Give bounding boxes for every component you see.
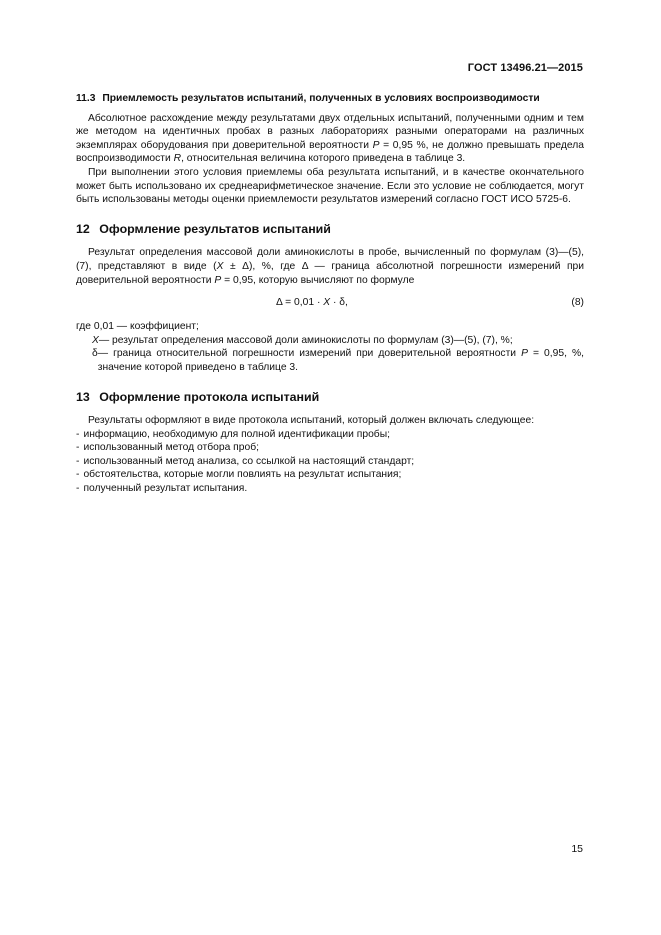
paragraph-results: Результат определения массовой доли аминокислоты в пробе, вычисленный по формулам (3)—(5), (7), представляют в виде (X ± Δ), %, где Δ — граница абсолютной погрешности измерений при доверительной вероятности P = 0,95, которую вычисляют по формуле bbox=[76, 247, 584, 286]
paragraph-protocol-intro: Результаты оформляют в виде протокола испытаний, который должен включать следующее: bbox=[88, 415, 535, 427]
formula-expression: Δ = 0,01 · X · δ, bbox=[276, 297, 348, 309]
list-item: - информацию, необходимую для полной идентификации пробы; bbox=[76, 428, 390, 440]
formula-where-line: где 0,01 — коэффициент; bbox=[76, 321, 199, 333]
list-item: - обстоятельства, которые могли повлиять на результат испытания; bbox=[76, 469, 402, 481]
symbol-R: R bbox=[173, 153, 182, 165]
section-title: Оформление протокола испытаний bbox=[99, 389, 320, 404]
paragraph-reproducibility-1: Абсолютное расхождение между результатами двух отдельных испытаний, полученными одним и тем же методом на идентичных пробах в разных лабораториях разными операторами на различных экземплярах оборудования при доверительной вероятности P = 0,95 %, не должно превышать предела воспроизводимости R, относительная величина которого приведена в таблице 3. bbox=[76, 112, 584, 165]
paragraph-reproducibility-2: При выполнении этого условия приемлемы оба результата испытаний, и в качестве окончательного может быть использовано их среднеарифметическое значение. Если это условие не соблюдается, могут быть использованы методы оценки приемлемости результатов измерений согласно ГОСТ ИСО 5725-6. bbox=[76, 166, 584, 206]
definition-X: X — результат определения массовой доли аминокислоты по формулам (3)—(5), (7), %; bbox=[92, 334, 513, 346]
formula-8 bbox=[76, 296, 584, 310]
symbol-P: P bbox=[372, 139, 380, 151]
document-body bbox=[76, 92, 584, 496]
subsection-title: Приемлемость результатов испытаний, полученных в условиях воспроизводимости bbox=[102, 93, 540, 104]
subsection-11-3-heading bbox=[76, 92, 584, 106]
list-item: - использованный метод отбора проб; bbox=[76, 442, 259, 454]
section-13-heading bbox=[76, 391, 584, 405]
symbol-P: P bbox=[214, 274, 222, 286]
protocol-items-list bbox=[76, 428, 584, 496]
section-number: 12 bbox=[76, 221, 90, 236]
list-item: - полученный результат испытания. bbox=[76, 483, 248, 495]
document-code: ГОСТ 13496.21—2015 bbox=[467, 62, 583, 74]
list-item: - использованный метод анализа, со ссылкой на настоящий стандарт; bbox=[76, 455, 415, 467]
subsection-number: 11.3 bbox=[76, 93, 96, 104]
section-number: 13 bbox=[76, 389, 90, 404]
section-title: Оформление результатов испытаний bbox=[99, 221, 331, 236]
page-number: 15 bbox=[571, 843, 583, 855]
formula-number: (8) bbox=[571, 297, 584, 309]
formula-definitions bbox=[76, 334, 584, 375]
definition-delta: δ — граница относительной погрешности измерений при доверительной вероятности P = 0,95, %, значение которой приведено в таблице 3. bbox=[92, 348, 584, 373]
section-12-heading bbox=[76, 223, 584, 237]
symbol-X: X bbox=[216, 260, 224, 272]
